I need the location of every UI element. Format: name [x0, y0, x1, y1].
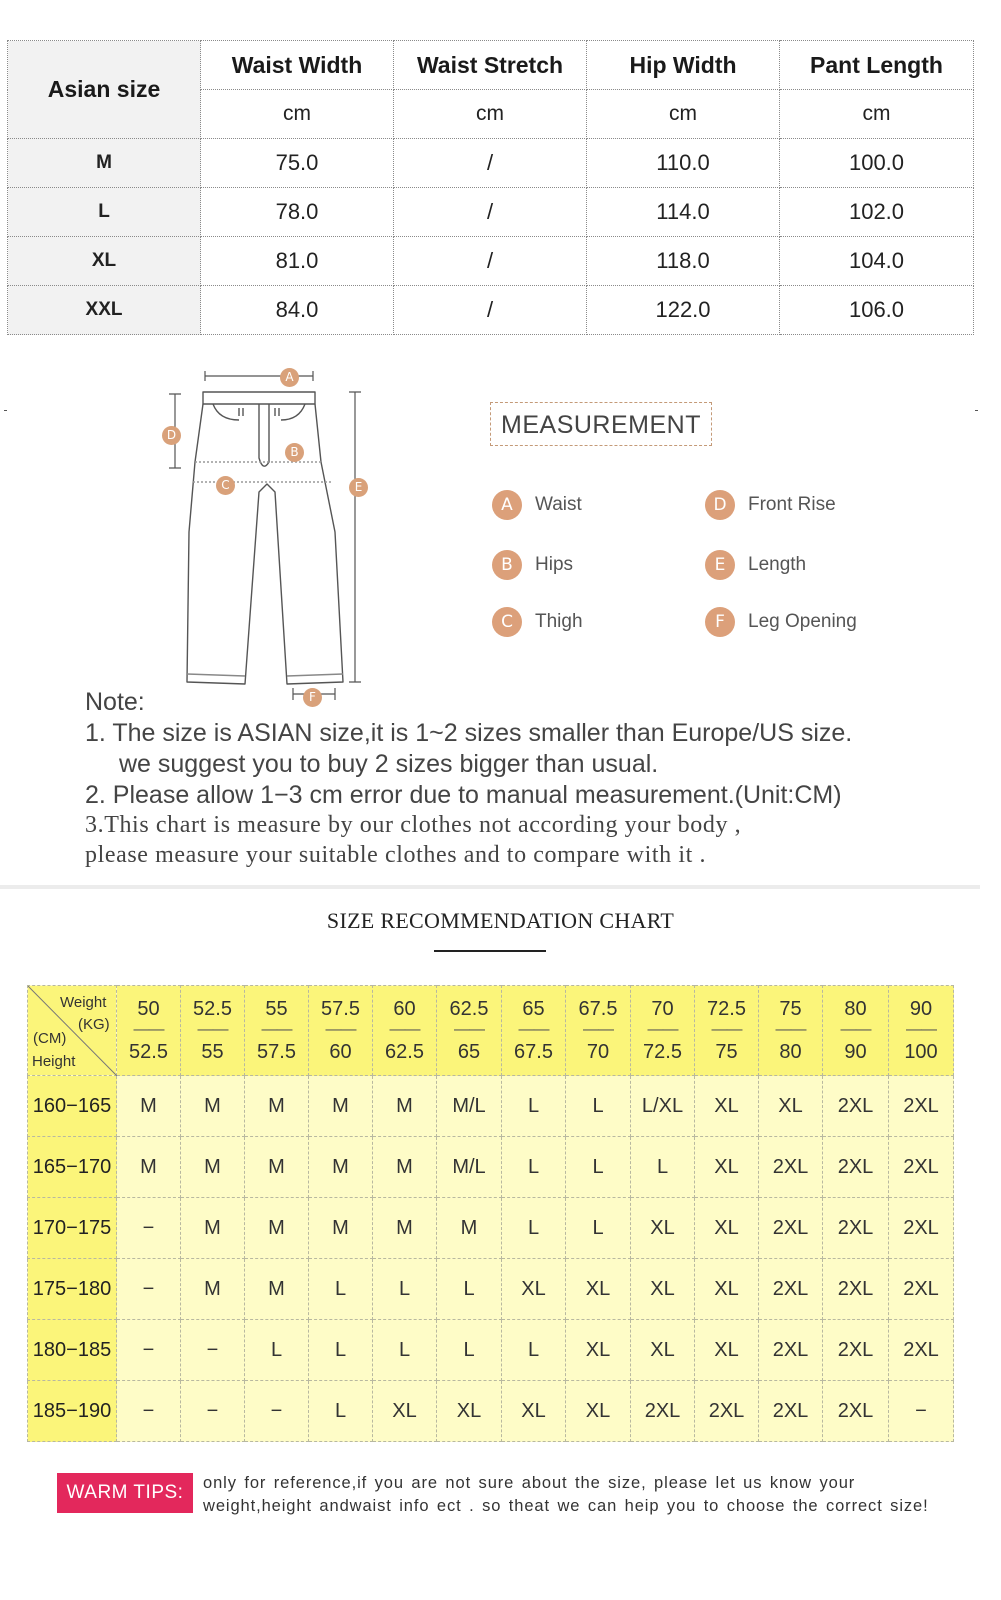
height-range: 165−170	[28, 1137, 117, 1198]
table-cell: 100.0	[780, 139, 974, 188]
table-cell: 78.0	[201, 188, 394, 237]
legend-label: Waist	[535, 494, 582, 515]
recommended-size: XL	[566, 1259, 631, 1320]
recommended-size: L	[373, 1259, 437, 1320]
note-line-1b: we suggest you to buy 2 sizes bigger than usual.	[119, 750, 659, 778]
recommended-size: L	[502, 1137, 566, 1198]
recommended-size: XL	[631, 1259, 695, 1320]
weight-to: 62.5	[385, 1041, 424, 1063]
table-cell: 106.0	[780, 286, 974, 335]
weight-from: 55	[265, 998, 288, 1020]
range-separator: ——	[583, 1021, 613, 1038]
legend-item-thigh	[492, 607, 583, 637]
size-label: XXL	[8, 286, 201, 335]
recommended-size: L/XL	[631, 1076, 695, 1137]
recommended-size: M	[117, 1137, 181, 1198]
weight-height-corner	[28, 986, 117, 1076]
marker-d: D	[162, 426, 181, 445]
marker-f: F	[303, 688, 322, 707]
table-cell: 114.0	[587, 188, 780, 237]
legend-label: Length	[748, 554, 807, 575]
recommended-size: XL	[759, 1076, 823, 1137]
height-range: 180−185	[28, 1320, 117, 1381]
recommended-size: M/L	[437, 1076, 502, 1137]
edge-mark	[975, 410, 978, 411]
recommended-size: 2XL	[823, 1198, 889, 1259]
weight-from: 72.5	[707, 998, 746, 1020]
size-table	[7, 40, 974, 335]
recommended-size: −	[181, 1320, 245, 1381]
recommended-size: M	[181, 1198, 245, 1259]
range-separator: ——	[133, 1021, 164, 1038]
weight-to: 52.5	[129, 1041, 168, 1063]
table-row	[28, 1381, 954, 1442]
recommended-size: XL	[695, 1320, 759, 1381]
recommended-size: 2XL	[759, 1381, 823, 1442]
height-label: Height	[32, 1053, 76, 1070]
recommended-size: 2XL	[889, 1259, 954, 1320]
col-header-hip-width: Hip Width	[587, 41, 780, 90]
note-line-2: 2. Please allow 1−3 cm error due to manual measurement.(Unit:CM)	[85, 781, 842, 809]
badge-a-icon: A	[492, 490, 522, 520]
col-unit: cm	[201, 90, 394, 139]
recommended-size: XL	[502, 1259, 566, 1320]
recommended-size: 2XL	[889, 1320, 954, 1381]
recommended-size: 2XL	[695, 1381, 759, 1442]
table-cell: /	[394, 286, 587, 335]
col-header-waist-stretch: Waist Stretch	[394, 41, 587, 90]
weight-to: 75	[715, 1041, 738, 1063]
table-row	[8, 237, 974, 286]
measurement-title: MEASUREMENT	[490, 402, 712, 446]
weight-from: 70	[651, 998, 674, 1020]
table-row	[28, 1076, 954, 1137]
table-row	[28, 1137, 954, 1198]
weight-to: 67.5	[514, 1041, 553, 1063]
weight-from: 57.5	[321, 998, 360, 1020]
weight-from: 67.5	[578, 998, 618, 1020]
recommended-size: M	[245, 1137, 309, 1198]
col-header-waist-width: Waist Width	[201, 41, 394, 90]
weight-range-header	[631, 986, 695, 1076]
weight-to: 90	[844, 1041, 867, 1063]
weight-range-header	[117, 986, 181, 1076]
recommended-size: XL	[566, 1320, 631, 1381]
recommended-size: L	[566, 1198, 631, 1259]
weight-from: 90	[909, 998, 933, 1020]
table-row	[8, 139, 974, 188]
recommended-size: M	[373, 1137, 437, 1198]
weight-to: 65	[457, 1041, 481, 1063]
note-line-3b: please measure your suitable clothes and to compare with it .	[85, 842, 707, 868]
range-separator: ——	[775, 1021, 806, 1038]
table-row	[28, 1259, 954, 1320]
badge-c-icon: C	[492, 607, 522, 637]
recommended-size: L	[502, 1198, 566, 1259]
height-range: 185−190	[28, 1381, 117, 1442]
recommended-size: L	[566, 1076, 631, 1137]
range-separator: ——	[840, 1021, 871, 1038]
weight-to: 57.5	[257, 1041, 296, 1063]
recommended-size: M	[181, 1076, 245, 1137]
weight-to: 72.5	[643, 1041, 682, 1063]
table-row	[28, 1320, 954, 1381]
recommended-size: −	[889, 1381, 954, 1442]
recommended-size: L	[502, 1076, 566, 1137]
size-label: XL	[8, 237, 201, 286]
weight-range-header	[437, 986, 502, 1076]
legend-label: Hips	[535, 554, 574, 575]
weight-label: Weight	[60, 994, 107, 1011]
weight-from: 60	[393, 998, 416, 1020]
range-separator: ——	[906, 1021, 936, 1038]
recommended-size: M	[245, 1076, 309, 1137]
recommended-size: 2XL	[889, 1076, 954, 1137]
height-range: 160−165	[28, 1076, 117, 1137]
legend-item-waist	[492, 490, 582, 520]
title-underline	[434, 950, 546, 952]
marker-a: A	[280, 368, 299, 387]
pants-diagram	[155, 362, 380, 712]
badge-d-icon: D	[705, 490, 735, 520]
col-unit: cm	[780, 90, 974, 139]
range-separator: ——	[197, 1021, 228, 1038]
recommended-size: M	[309, 1137, 373, 1198]
recommended-size: XL	[631, 1320, 695, 1381]
recommended-size: M	[117, 1076, 181, 1137]
recommended-size: XL	[373, 1381, 437, 1442]
note-line-3: 3.This chart is measure by our clothes not according your body ,	[85, 812, 742, 838]
weight-to: 70	[586, 1041, 610, 1063]
table-cell: 110.0	[587, 139, 780, 188]
weight-range-header	[502, 986, 566, 1076]
recommended-size: 2XL	[823, 1137, 889, 1198]
range-separator: ——	[518, 1021, 549, 1038]
recommended-size: 2XL	[759, 1320, 823, 1381]
recommended-size: XL	[695, 1076, 759, 1137]
weight-from: 80	[844, 998, 867, 1020]
table-cell: 81.0	[201, 237, 394, 286]
recommended-size: L	[631, 1137, 695, 1198]
warm-tips-badge: WARM TIPS:	[57, 1473, 193, 1513]
weight-range-header	[181, 986, 245, 1076]
recommended-size: L	[373, 1320, 437, 1381]
table-cell: /	[394, 237, 587, 286]
range-separator: ——	[647, 1021, 678, 1038]
recommended-size: L	[245, 1320, 309, 1381]
table-cell: /	[394, 188, 587, 237]
weight-from: 62.5	[449, 998, 489, 1020]
table-cell: 84.0	[201, 286, 394, 335]
table-row	[28, 1198, 954, 1259]
badge-b-icon: B	[492, 550, 522, 580]
weight-range-header	[823, 986, 889, 1076]
badge-e-icon: E	[705, 550, 735, 580]
recommended-size: M/L	[437, 1137, 502, 1198]
note-heading: Note:	[85, 688, 145, 716]
weight-from: 52.5	[193, 998, 232, 1020]
recommended-size: L	[502, 1320, 566, 1381]
recommended-size: L	[566, 1137, 631, 1198]
range-separator: ——	[454, 1021, 484, 1038]
table-cell: 102.0	[780, 188, 974, 237]
weight-from: 50	[137, 998, 160, 1020]
weight-range-header	[309, 986, 373, 1076]
recommended-size: 2XL	[823, 1381, 889, 1442]
legend-label: Front Rise	[748, 494, 836, 515]
recommended-size: XL	[695, 1198, 759, 1259]
weight-to: 100	[904, 1041, 938, 1063]
recommended-size: 2XL	[759, 1259, 823, 1320]
col-unit: cm	[394, 90, 587, 139]
recommendation-title: SIZE RECOMMENDATION CHART	[326, 908, 675, 933]
recommended-size: XL	[695, 1137, 759, 1198]
recommended-size: M	[373, 1198, 437, 1259]
weight-range-header	[373, 986, 437, 1076]
weight-to: 55	[201, 1041, 224, 1063]
section-divider	[0, 885, 980, 889]
recommended-size: L	[309, 1259, 373, 1320]
table-row	[8, 188, 974, 237]
recommended-size: XL	[502, 1381, 566, 1442]
col-header-pant-length: Pant Length	[780, 41, 974, 90]
size-recommendation-table	[27, 985, 954, 1442]
table-cell: 104.0	[780, 237, 974, 286]
range-separator: ——	[261, 1021, 292, 1038]
recommended-size: M	[309, 1198, 373, 1259]
weight-to: 60	[329, 1041, 352, 1063]
table-cell: 75.0	[201, 139, 394, 188]
asian-size-header: Asian size	[8, 41, 201, 139]
legend-label: Thigh	[535, 611, 583, 632]
col-unit: cm	[587, 90, 780, 139]
table-cell: /	[394, 139, 587, 188]
weight-range-header	[566, 986, 631, 1076]
recommended-size: XL	[437, 1381, 502, 1442]
recommended-size: 2XL	[823, 1076, 889, 1137]
recommended-size: 2XL	[631, 1381, 695, 1442]
weight-from: 65	[522, 998, 545, 1020]
legend-item-hips	[492, 550, 573, 580]
recommended-size: 2XL	[889, 1198, 954, 1259]
weight-range-header	[245, 986, 309, 1076]
size-label: M	[8, 139, 201, 188]
legend-item-length	[705, 550, 806, 580]
weight-unit: (KG)	[78, 1016, 110, 1033]
recommended-size: XL	[631, 1198, 695, 1259]
height-range: 175−180	[28, 1259, 117, 1320]
recommended-size: M	[245, 1198, 309, 1259]
table-cell: 122.0	[587, 286, 780, 335]
recommended-size: −	[117, 1198, 181, 1259]
recommended-size: M	[245, 1259, 309, 1320]
recommended-size: L	[437, 1320, 502, 1381]
recommended-size: M	[437, 1198, 502, 1259]
marker-e: E	[349, 478, 368, 497]
height-unit: (CM)	[33, 1030, 67, 1047]
weight-range-header	[695, 986, 759, 1076]
table-cell: 118.0	[587, 237, 780, 286]
recommended-size: −	[245, 1381, 309, 1442]
edge-mark	[4, 410, 7, 411]
recommended-size: 2XL	[823, 1259, 889, 1320]
range-separator: ——	[389, 1021, 420, 1038]
weight-range-header	[759, 986, 823, 1076]
pants-outline-icon	[155, 362, 380, 712]
recommended-size: 2XL	[759, 1137, 823, 1198]
recommended-size: −	[181, 1381, 245, 1442]
recommended-size: 2XL	[889, 1137, 954, 1198]
recommended-size: M	[181, 1259, 245, 1320]
weight-to: 80	[779, 1041, 802, 1063]
table-row	[8, 286, 974, 335]
recommended-size: M	[181, 1137, 245, 1198]
recommended-size: L	[437, 1259, 502, 1320]
recommended-size: −	[117, 1259, 181, 1320]
weight-from: 75	[779, 998, 802, 1020]
size-label: L	[8, 188, 201, 237]
recommended-size: XL	[566, 1381, 631, 1442]
recommended-size: L	[309, 1381, 373, 1442]
recommended-size: L	[309, 1320, 373, 1381]
legend-item-front-rise	[705, 490, 836, 520]
marker-c: C	[216, 476, 235, 495]
recommended-size: M	[373, 1076, 437, 1137]
note-line-1: 1. The size is ASIAN size,it is 1~2 sizes smaller than Europe/US size.	[85, 719, 853, 747]
recommended-size: M	[309, 1076, 373, 1137]
recommended-size: XL	[695, 1259, 759, 1320]
recommended-size: −	[117, 1320, 181, 1381]
legend-item-leg-opening	[705, 607, 857, 637]
recommended-size: −	[117, 1381, 181, 1442]
legend-label: Leg Opening	[748, 611, 857, 632]
weight-range-header	[889, 986, 954, 1076]
height-range: 170−175	[28, 1198, 117, 1259]
range-separator: ——	[325, 1021, 356, 1038]
recommended-size: 2XL	[823, 1320, 889, 1381]
marker-b: B	[285, 443, 304, 462]
warm-tips-text: only for reference,if you are not sure about the size, please let us know your weight,height andwaist info ect . so theat we can heip you to choose the correct size!	[203, 1474, 929, 1515]
badge-f-icon: F	[705, 607, 735, 637]
range-separator: ——	[711, 1021, 742, 1038]
recommended-size: 2XL	[759, 1198, 823, 1259]
